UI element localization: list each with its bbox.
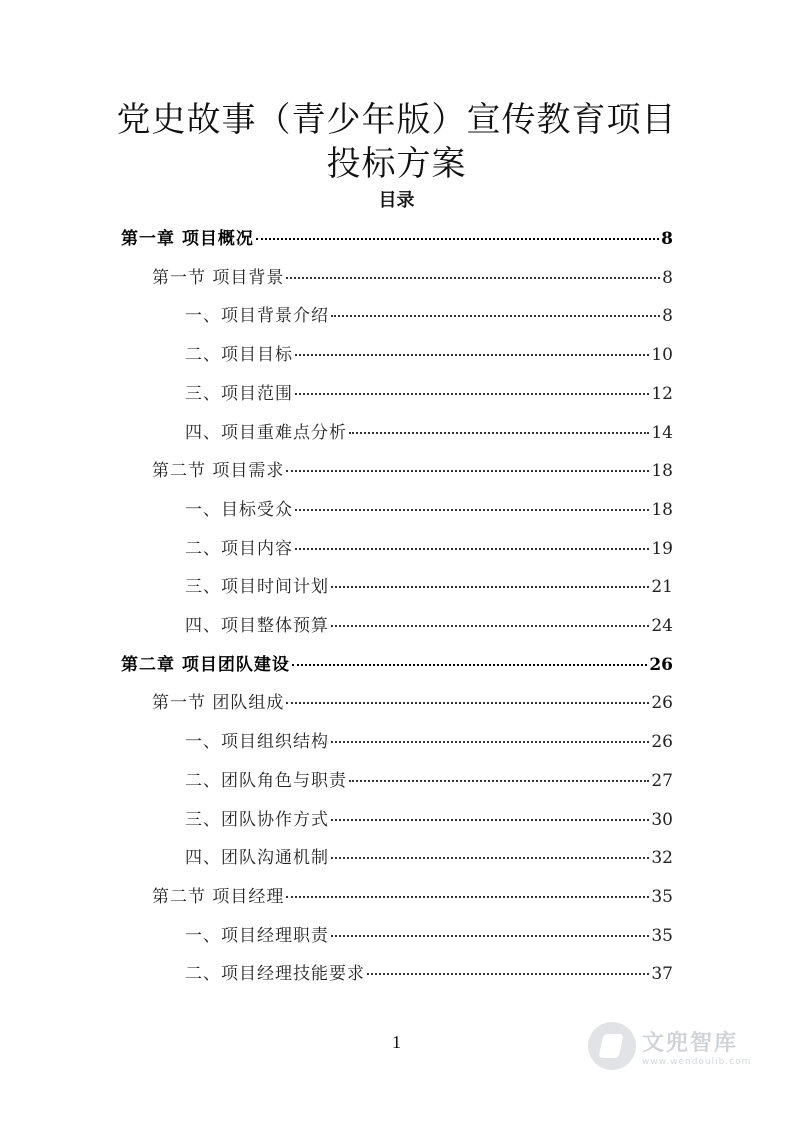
toc-entry-page: 27 — [651, 770, 673, 791]
toc-dot-leader — [331, 741, 649, 743]
toc-entry[interactable] — [185, 534, 673, 564]
toc-dot-leader — [331, 857, 649, 859]
toc-entry-title: 第一章 项目概况 — [121, 229, 254, 249]
toc-entry[interactable] — [185, 611, 673, 641]
toc-dot-leader — [295, 354, 649, 356]
watermark-name: 文兜智库 — [642, 1030, 739, 1056]
document-title-line-1: 党史故事（青少年版）宣传教育项目 — [116, 100, 677, 140]
watermark-text — [642, 1026, 751, 1067]
toc-entry[interactable] — [152, 456, 673, 486]
toc-entry[interactable] — [185, 572, 673, 602]
toc-entry-title: 二、团队角色与职责 — [185, 770, 347, 791]
toc-entry-page: 10 — [651, 345, 673, 366]
toc-entry-page: 26 — [651, 732, 673, 753]
toc-entry-page: 12 — [651, 383, 673, 404]
toc-entry-title: 三、项目范围 — [185, 383, 293, 404]
toc-entry-page: 24 — [651, 616, 673, 636]
toc-entry-title: 四、团队沟通机制 — [185, 848, 329, 869]
toc-entry[interactable] — [185, 766, 673, 796]
toc-entry[interactable] — [185, 418, 673, 448]
toc-entry-page: 37 — [651, 964, 673, 985]
toc-dot-leader — [367, 973, 649, 975]
toc-dot-leader — [295, 509, 649, 511]
toc-entry[interactable] — [121, 650, 673, 680]
toc-entry-title: 三、团队协作方式 — [185, 809, 329, 830]
toc-dot-leader — [349, 432, 649, 434]
page-number: 1 — [392, 1032, 401, 1052]
toc-entry-title: 二、项目经理技能要求 — [185, 964, 365, 985]
toc-entry-page: 35 — [651, 886, 673, 907]
toc-entry-title: 三、项目时间计划 — [185, 577, 329, 598]
toc-entry-page: 18 — [651, 461, 673, 482]
toc-entry[interactable] — [185, 379, 673, 409]
toc-entry[interactable] — [185, 340, 673, 370]
toc-entry[interactable] — [185, 727, 673, 757]
toc-dot-leader — [286, 277, 660, 279]
toc-entry[interactable] — [185, 921, 673, 951]
toc-entry-title: 第二章 项目团队建设 — [121, 654, 290, 675]
toc-dot-leader — [331, 315, 660, 317]
watermark-url: www.wendoulib.com — [642, 1056, 752, 1067]
toc-dot-leader — [286, 702, 649, 704]
toc-entry-title: 一、项目组织结构 — [185, 732, 329, 753]
toc-entry-page: 19 — [651, 538, 673, 559]
toc-entry-page: 35 — [651, 925, 673, 946]
toc-entry-title: 二、项目目标 — [185, 345, 293, 366]
toc-entry-page: 30 — [651, 809, 673, 830]
toc-entry[interactable] — [152, 688, 673, 718]
toc-dot-leader — [286, 470, 649, 472]
toc-entry-page: 32 — [651, 848, 673, 869]
toc-entry[interactable] — [152, 263, 673, 293]
toc-entry[interactable] — [185, 495, 673, 525]
toc-entry[interactable] — [152, 882, 673, 912]
wendou-logo-icon — [588, 1022, 636, 1070]
toc-entry-title: 一、项目背景介绍 — [185, 306, 329, 327]
toc-entry-title: 第二节 项目经理 — [152, 886, 285, 907]
toc-dot-leader — [331, 935, 649, 937]
toc-dot-leader — [349, 780, 649, 782]
toc-entry-title: 二、项目内容 — [185, 538, 293, 559]
toc-entry-title: 四、项目重难点分析 — [185, 422, 347, 443]
toc-entry-page: 8 — [662, 306, 673, 327]
toc-entry-page: 26 — [649, 654, 673, 675]
toc-entry-title: 一、目标受众 — [185, 499, 293, 520]
toc-dot-leader — [292, 664, 647, 666]
watermark — [588, 1018, 758, 1074]
toc-entry-title: 第一节 项目背景 — [152, 267, 285, 288]
toc-entry-title: 一、项目经理职责 — [185, 925, 329, 946]
document-title-line-2: 投标方案 — [326, 144, 467, 184]
toc-heading: 目录 — [378, 190, 415, 211]
toc-dot-leader — [256, 238, 659, 240]
toc-entry-page: 21 — [651, 577, 673, 598]
toc-entry-title: 四、项目整体预算 — [185, 616, 329, 636]
toc-entry-title: 第二节 项目需求 — [152, 461, 285, 482]
toc-entry-page: 18 — [651, 499, 673, 520]
toc-entry-page: 26 — [651, 693, 673, 714]
toc-entry[interactable] — [185, 959, 673, 989]
toc-entry[interactable] — [121, 224, 673, 254]
toc-entry-title: 第一节 团队组成 — [152, 693, 285, 714]
toc-dot-leader — [286, 896, 649, 898]
toc-dot-leader — [331, 586, 649, 588]
toc-dot-leader — [295, 548, 649, 550]
toc-entry[interactable] — [185, 805, 673, 835]
toc-entry-page: 8 — [662, 267, 673, 288]
toc-dot-leader — [295, 393, 649, 395]
toc-dot-leader — [331, 625, 649, 627]
toc-entry-page: 8 — [661, 229, 673, 249]
toc-dot-leader — [331, 819, 649, 821]
toc-entry[interactable] — [185, 843, 673, 873]
toc-entry[interactable] — [185, 301, 673, 331]
toc-entry-page: 14 — [651, 422, 673, 443]
